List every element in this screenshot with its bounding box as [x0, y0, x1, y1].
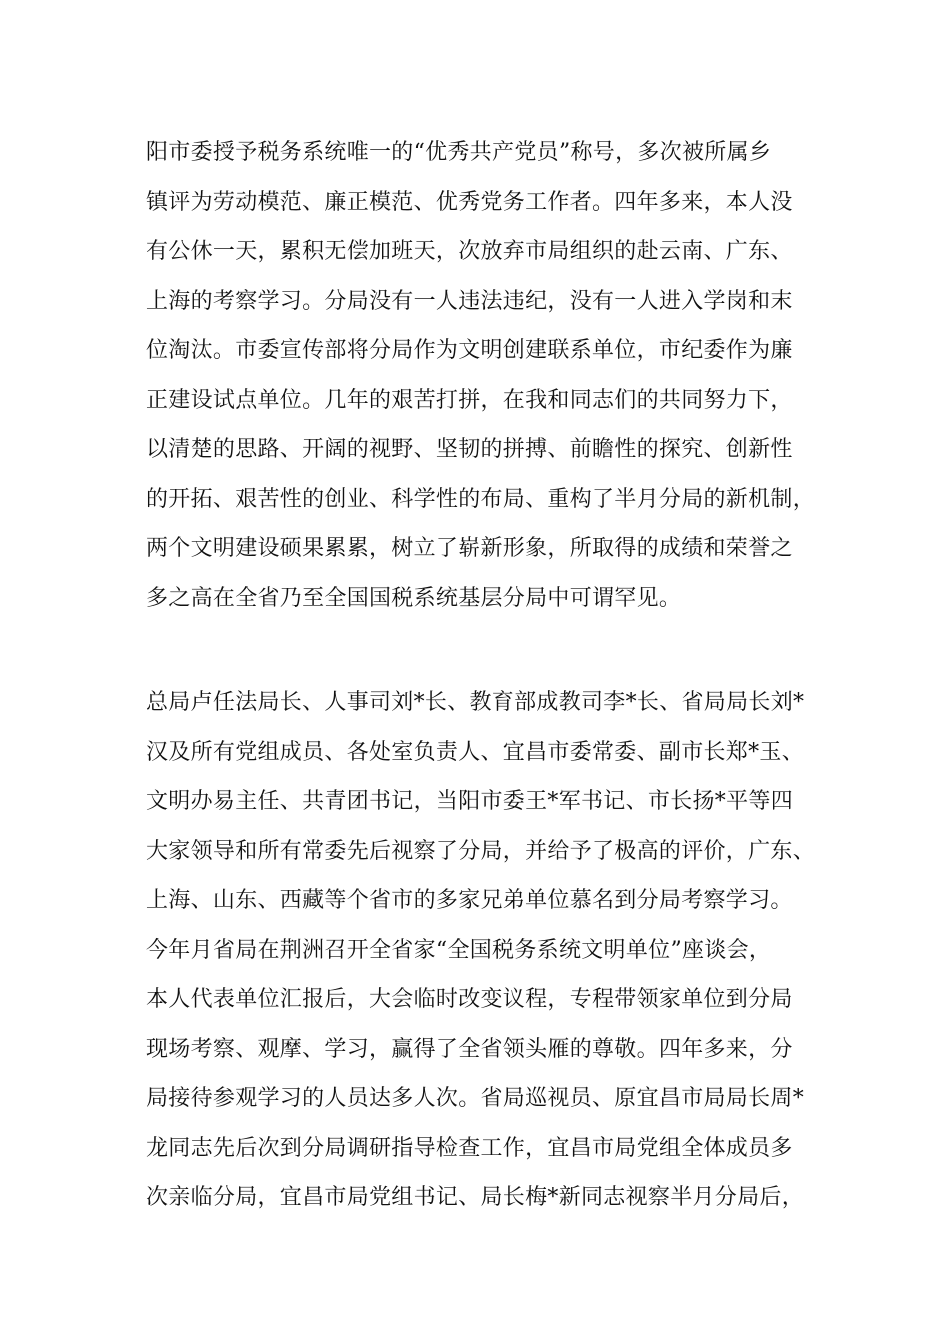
text-line: 镇评为劳动模范、廉正模范、优秀党务工作者。四年多来，本人没 — [146, 189, 793, 215]
text-line: 局接待参观学习的人员达多人次。省局巡视员、原宜昌市局局长周* — [146, 1086, 805, 1111]
text-line: 今年月省局在荆洲召开全省家“全国税务系统文明单位”座谈会， — [146, 937, 772, 963]
text-line: 本人代表单位汇报后，大会临时改变议程，专程带领家单位到分局 — [146, 987, 793, 1012]
text-line: 位淘汰。市委宣传部将分局作为文明创建联系单位，市纪委作为廉 — [146, 338, 793, 363]
text-line: 多之高在全省乃至全国国税系统基层分局中可谓罕见。 — [146, 585, 682, 611]
text-line: 以清楚的思路、开阔的视野、坚韧的拼搏、前瞻性的探究、创新性 — [146, 437, 793, 462]
text-line: 上海的考察学习。分局没有一人违法违纪，没有一人进入学岗和末 — [146, 288, 793, 314]
paragraph-2 — [146, 678, 836, 1223]
text-line: 有公休一天，累积无偿加班天，次放弃市局组织的赴云南、广东、 — [146, 239, 793, 264]
text-line: 阳市委授予税务系统唯一的“优秀共产党员”称号，多次被所属乡 — [146, 140, 772, 165]
text-line: 上海、山东、西藏等个省市的多家兄弟单位慕名到分局考察学习。 — [146, 888, 793, 913]
text-line: 次亲临分局，宜昌市局党组书记、局长梅*新同志视察半月分局后， — [146, 1185, 805, 1210]
text-line: 文明办易主任、共青团书记，当阳市委王*军书记、市长扬*平等四 — [146, 789, 794, 814]
text-line: 大家领导和所有常委先后视察了分局，并给予了极高的评价，广东、 — [146, 838, 816, 864]
text-line: 现场考察、观摩、学习，赢得了全省领头雁的尊敬。四年多来，分 — [146, 1036, 793, 1062]
text-line: 两个文明建设硕果累累，树立了崭新形象，所取得的成绩和荣誉之 — [146, 536, 793, 561]
text-line: 汉及所有党组成员、各处室负责人、宜昌市委常委、副市长郑*玉、 — [146, 739, 805, 765]
text-line: 总局卢任法局长、人事司刘*长、教育部成教司李*长、省局局长刘* — [146, 690, 805, 715]
text-line: 的开拓、艰苦性的创业、科学性的布局、重构了半月分局的新机制， — [146, 486, 816, 512]
text-line: 龙同志先后次到分局调研指导检查工作，宜昌市局党组全体成员多 — [146, 1135, 793, 1161]
text-line: 正建设试点单位。几年的艰苦打拼，在我和同志们的共同努力下， — [146, 387, 793, 413]
paragraph-1 — [146, 128, 836, 623]
